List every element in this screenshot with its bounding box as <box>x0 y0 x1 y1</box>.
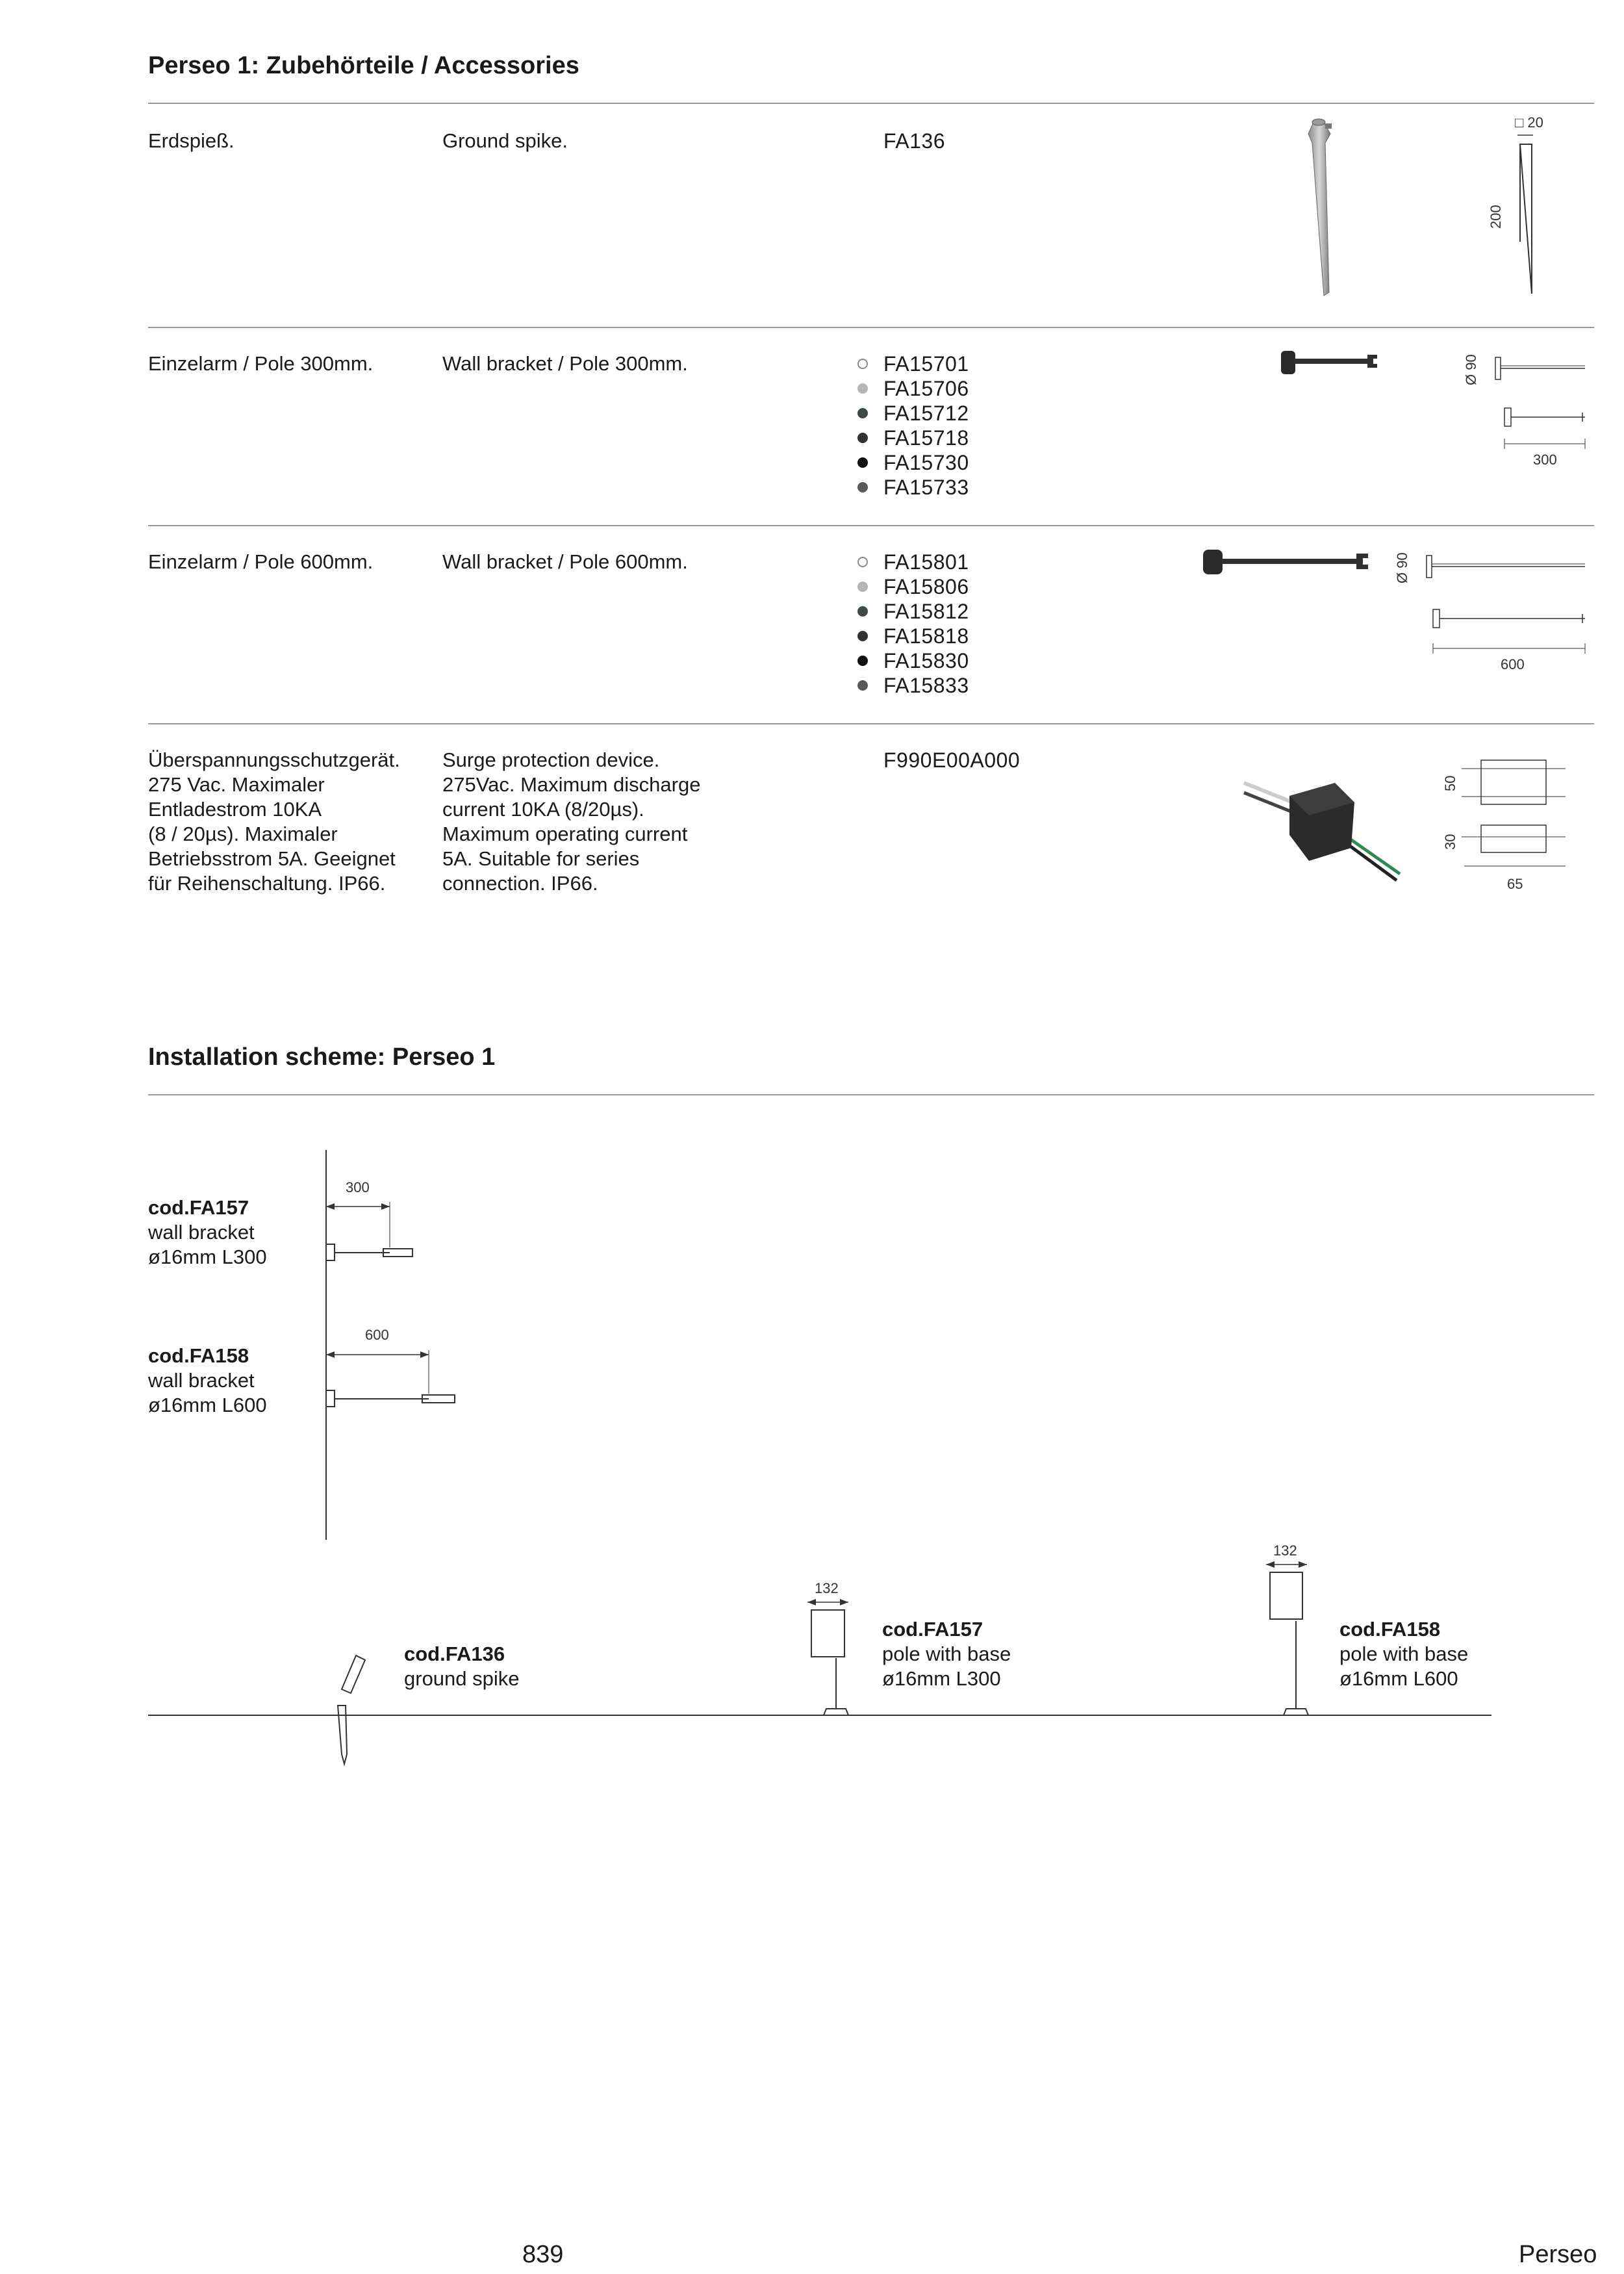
dim-height-2: 30 <box>1442 834 1458 850</box>
wall-bracket-300-photo <box>1280 344 1390 383</box>
wall-bracket-600-photo <box>1202 544 1384 583</box>
installation-scheme-drawing <box>0 1131 1624 1780</box>
section-title-accessories: Perseo 1: Zubehörteile / Accessories <box>148 52 579 79</box>
color-code-item: FA15712 <box>857 401 969 426</box>
color-code-item: FA15706 <box>857 376 969 401</box>
row2-color-codes <box>857 351 969 500</box>
color-code-item: FA15718 <box>857 426 969 450</box>
row1-description-en: Ground spike. <box>442 129 568 152</box>
color-swatch-black <box>857 457 868 468</box>
page-number: 839 <box>522 2241 564 2268</box>
color-code-item: FA15818 <box>857 624 969 648</box>
color-code-item: FA15833 <box>857 673 969 698</box>
color-code-item: FA15830 <box>857 648 969 673</box>
dim-bracket-300: 300 <box>346 1179 370 1195</box>
divider <box>148 327 1594 328</box>
dim-bracket-600: 600 <box>365 1327 389 1343</box>
section-title-installation: Installation scheme: Perseo 1 <box>148 1043 496 1071</box>
row1-description-de: Erdspieß. <box>148 129 235 152</box>
ground-spike-photo <box>1286 110 1364 299</box>
dim-pole-600: 132 <box>1273 1542 1297 1559</box>
color-code-item: FA15806 <box>857 574 969 599</box>
row3-description-de: Einzelarm / Pole 600mm. <box>148 550 374 573</box>
dim-diameter: Ø 90 <box>1394 552 1410 583</box>
row3-description-en: Wall bracket / Pole 600mm. <box>442 550 688 573</box>
dim-square: □ 20 <box>1515 114 1543 131</box>
color-swatch-grey <box>857 383 868 394</box>
dim-diameter: Ø 90 <box>1463 354 1479 385</box>
color-swatch-dark-green <box>857 606 868 617</box>
surge-protector-drawing <box>1436 752 1592 895</box>
color-code-item: FA15812 <box>857 599 969 624</box>
label-ground-spike: cod.FA136 ground spike <box>404 1642 520 1690</box>
dim-pole-300: 132 <box>815 1580 839 1596</box>
dim-height: 200 <box>1488 205 1504 229</box>
label-pole-600: cod.FA158 pole with base ø16mm L600 <box>1339 1618 1469 1690</box>
label-pole-300: cod.FA157 pole with base ø16mm L300 <box>882 1618 1011 1690</box>
color-swatch-anthracite <box>857 631 868 641</box>
row4-description-de: Überspannungsschutzgerät. 275 Vac. Maximaler Entladestrom 10KA (8 / 20µs). Maximaler Betriebsstrom 5A. Geeignet für Reihenschaltung. IP66. <box>148 748 400 895</box>
footer-product-name: Perseo <box>1519 2241 1597 2268</box>
color-code-item: FA15701 <box>857 351 969 376</box>
row4-product-code: F990E00A000 <box>883 748 1021 772</box>
wall-bracket-300-drawing <box>1462 341 1592 471</box>
color-swatch-dark-grey <box>857 482 868 492</box>
ground-spike-drawing <box>1475 112 1579 300</box>
color-code-item: FA15730 <box>857 450 969 475</box>
color-swatch-anthracite <box>857 433 868 443</box>
row3-color-codes <box>857 550 969 698</box>
wall-bracket-600-drawing <box>1390 539 1592 676</box>
dim-length: 300 <box>1533 452 1557 468</box>
color-code-item: FA15733 <box>857 475 969 500</box>
color-swatch-black <box>857 656 868 666</box>
color-swatch-white <box>857 359 868 369</box>
divider <box>148 103 1594 104</box>
color-swatch-dark-grey <box>857 680 868 691</box>
dim-length: 600 <box>1501 656 1525 672</box>
color-code-item: FA15801 <box>857 550 969 574</box>
divider <box>148 1094 1594 1095</box>
label-wall-bracket-300: cod.FA157 wall bracket ø16mm L300 <box>148 1196 267 1268</box>
row2-description-en: Wall bracket / Pole 300mm. <box>442 352 688 375</box>
color-swatch-dark-green <box>857 408 868 418</box>
row1-product-code: FA136 <box>883 129 946 153</box>
label-wall-bracket-600: cod.FA158 wall bracket ø16mm L600 <box>148 1344 267 1416</box>
dim-width: 65 <box>1507 876 1523 892</box>
row2-description-de: Einzelarm / Pole 300mm. <box>148 352 374 375</box>
divider <box>148 525 1594 526</box>
color-swatch-white <box>857 557 868 567</box>
surge-protector-photo <box>1237 757 1406 887</box>
row4-description-en: Surge protection device. 275Vac. Maximum discharge current 10KA (8/20µs). Maximum operating current 5A. Suitable for series connection. IP66. <box>442 748 701 895</box>
dim-height-1: 50 <box>1442 775 1458 791</box>
color-swatch-grey <box>857 581 868 592</box>
divider <box>148 723 1594 724</box>
